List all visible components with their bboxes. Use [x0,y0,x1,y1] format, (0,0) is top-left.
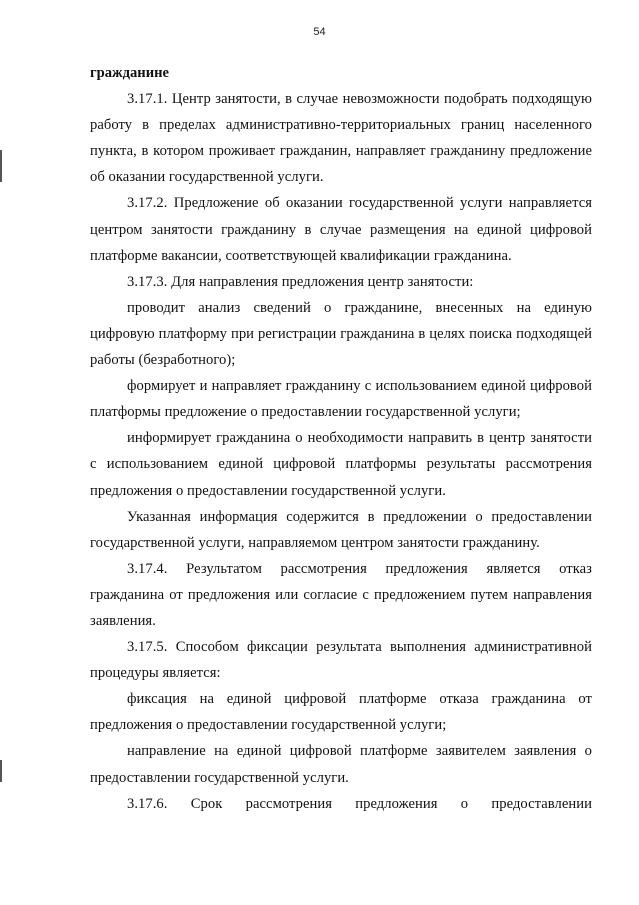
paragraph-3-17-3: 3.17.3. Для направления предложения центр занятости: [127,273,474,290]
paragraph-3-17-4: 3.17.4. Результатом рассмотрения предложения является отказ гражданина от предложения или согласие с предложением путем направления заявления. [90,560,592,629]
paragraph-3-17-6: 3.17.6. Срок рассмотрения предложения о предоставлении [127,795,592,812]
paragraph-direction: направление на единой цифровой платформе заявителем заявления о предоставлении государственной услуги. [90,743,592,786]
paragraph-3-17-1: 3.17.1. Центр занятости, в случае невозможности подобрать подходящую работу в пределах административно-территориальных границ населенного пункта, в котором проживает гражданин, направляет гражданину предложение об оказании государственной услуги. [90,91,592,186]
section-heading-tail: гражданине [90,65,170,81]
page-number: 54 [313,26,326,38]
paragraph-3-17-5: 3.17.5. Способом фиксации результата выполнения административной процедуры является: [90,639,592,682]
scan-edge-mark [0,760,2,782]
paragraph-analysis: проводит анализ сведений о гражданине, внесенных на единую цифровую платформу при регистрации гражданина в целях поиска подходящей работы (безработного); [90,299,592,369]
paragraph-informs: информирует гражданина о необходимости направить в центр занятости с использованием единой цифровой платформы результаты рассмотрения предложения о предоставлении государственной услуги. [90,430,592,499]
scan-edge-mark [0,150,2,182]
document-body [90,60,592,817]
paragraph-fixation: фиксация на единой цифровой платформе отказа гражданина от предложения о предоставлении государственной услуги; [90,691,592,734]
paragraph-3-17-2: 3.17.2. Предложение об оказании государственной услуги направляется центром занятости гражданину в случае размещения на единой цифровой платформе вакансии, соответствующей квалификации гражданина. [90,195,592,264]
paragraph-info-contained: Указанная информация содержится в предложении о предоставлении государственной услуги, направляемом центром занятости гражданину. [90,508,592,551]
paragraph-forms-sends: формирует и направляет гражданину с использованием единой цифровой платформы предложение о предоставлении государственной услуги; [90,378,592,421]
